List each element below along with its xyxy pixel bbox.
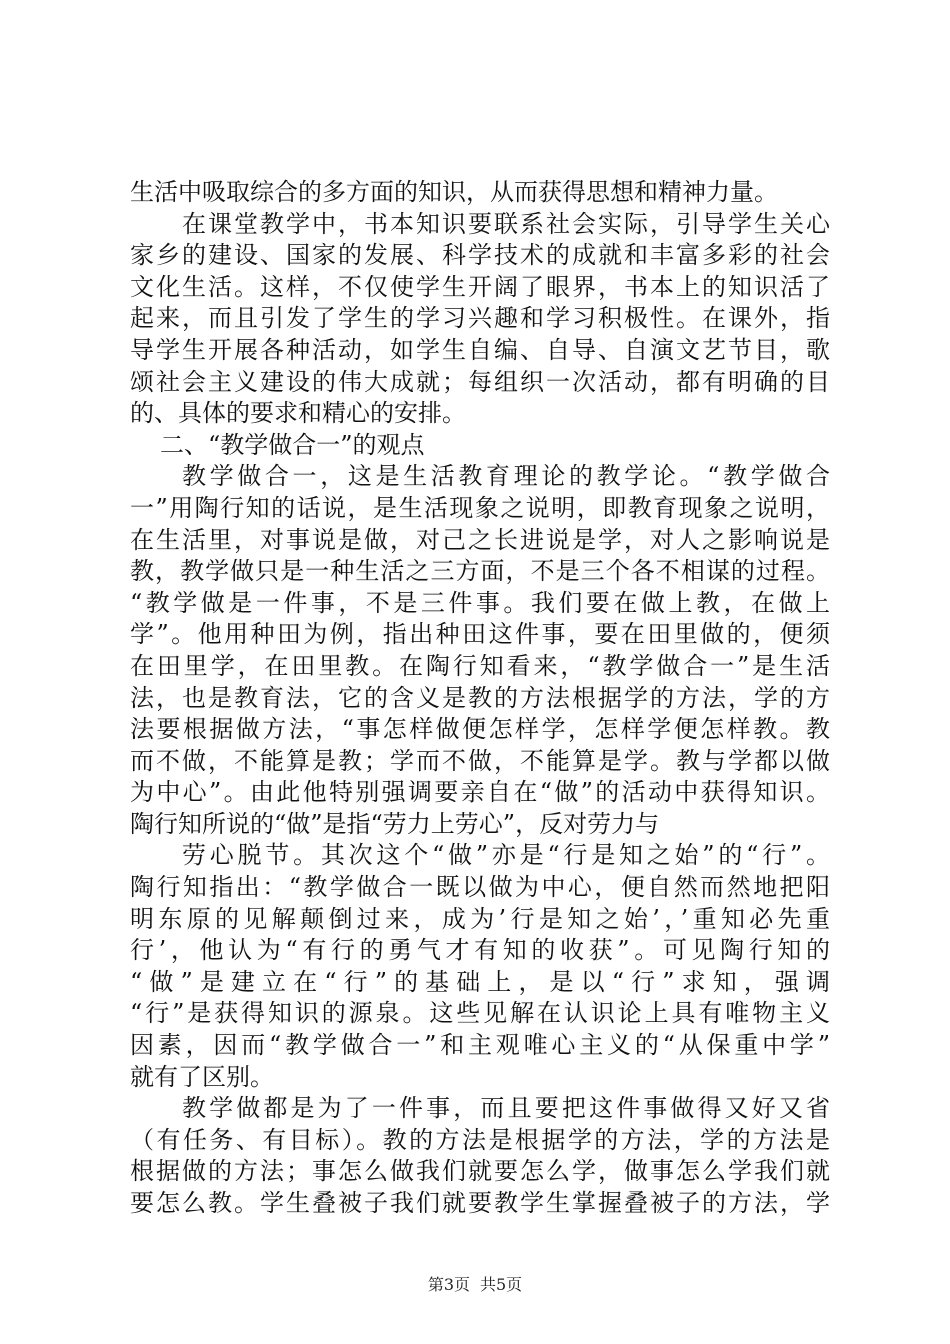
section-heading: 二、“教学做合一”的观点 <box>160 430 425 459</box>
text-line: 在生活里，对事说是做，对己之长进说是学，对人之影响说是 <box>130 525 830 554</box>
text-line: “行”是获得知识的源泉。这些见解在认识论上具有唯物主义 <box>130 999 830 1028</box>
text-line: 起来，而且引发了学生的学习兴趣和学习积极性。在课外，指 <box>130 304 830 333</box>
text-line: 的、具体的要求和精心的安排。 <box>130 399 466 428</box>
page-footer <box>0 1275 950 1295</box>
paragraph-start-line: 在课堂教学中，书本知识要联系社会实际，引导学生关心 <box>182 209 830 238</box>
text-line: 家乡的建设、国家的发展、科学技术的成就和丰富多彩的社会 <box>130 241 830 270</box>
paragraph-start-line: 劳心脱节。其次这个“做”亦是“行是知之始”的“行”。 <box>182 841 830 870</box>
paragraph-start-line: 教学做合一，这是生活教育理论的教学论。“教学做合 <box>182 462 830 491</box>
text-line: 学”。他用种田为例，指出种田这件事，要在田里做的，便须 <box>130 620 830 649</box>
text-line: 导学生开展各种活动，如学生自编、自导、自演文艺节目，歌 <box>130 335 830 364</box>
text-line: 就有了区别。 <box>130 1062 274 1091</box>
text-line: 为中心”。由此他特别强调要亲自在“做”的活动中获得知识。 <box>130 778 830 807</box>
text-line: 根据做的方法；事怎么做我们就要怎么学，做事怎么学我们就 <box>130 1157 830 1186</box>
text-line: 颂社会主义建设的伟大成就；每组织一次活动，都有明确的目 <box>130 367 830 396</box>
text-line: 在田里学，在田里教。在陶行知看来，“教学做合一”是生活 <box>130 651 830 680</box>
text-line: 要怎么教。学生叠被子我们就要教学生掌握叠被子的方法，学 <box>130 1189 830 1217</box>
text-line: 因素，因而“教学做合一”和主观唯心主义的“从保重中学” <box>130 1031 830 1060</box>
text-line: 法，也是教育法，它的含义是教的方法根据学的方法，学的方 <box>130 683 830 712</box>
page-number: 第3页 <box>427 1275 470 1294</box>
page-total: 共5页 <box>480 1275 523 1294</box>
text-line: 明东原的见解颠倒过来，成为’行是知之始’，’重知必先重 <box>130 904 830 933</box>
text-line: 一”用陶行知的话说，是生活现象之说明，即教育现象之说明， <box>130 493 830 522</box>
text-line: 陶行知所说的“做”是指“劳力上劳心”，反对劳力与 <box>130 809 660 838</box>
text-line: “做”是建立在“行”的基础上，是以“行”求知，强调 <box>130 967 830 996</box>
body-text <box>130 177 830 1220</box>
text-line: 生活中吸取综合的多方面的知识，从而获得思想和精神力量。 <box>130 178 778 206</box>
text-line: 文化生活。这样，不仅使学生开阔了眼界，书本上的知识活了 <box>130 272 830 301</box>
text-line: （有任务、有目标）。教的方法是根据学的方法，学的方法是 <box>130 1125 830 1154</box>
text-line: 教，教学做只是一种生活之三方面，不是三个各不相谋的过程。 <box>130 557 830 586</box>
text-line: “教学做是一件事，不是三件事。我们要在做上教，在做上 <box>130 588 830 617</box>
text-line: 行’，他认为“有行的勇气才有知的收获”。可见陶行知的 <box>130 936 830 965</box>
text-line: 法要根据做方法，“事怎样做便怎样学，怎样学便怎样教。教 <box>130 715 830 744</box>
text-line: 陶行知指出：“教学做合一既以做为中心，便自然而然地把阳 <box>130 873 830 902</box>
paragraph-start-line: 教学做都是为了一件事，而且要把这件事做得又好又省 <box>182 1094 830 1123</box>
text-line: 而不做，不能算是教；学而不做，不能算是学。教与学都以做 <box>130 746 830 775</box>
